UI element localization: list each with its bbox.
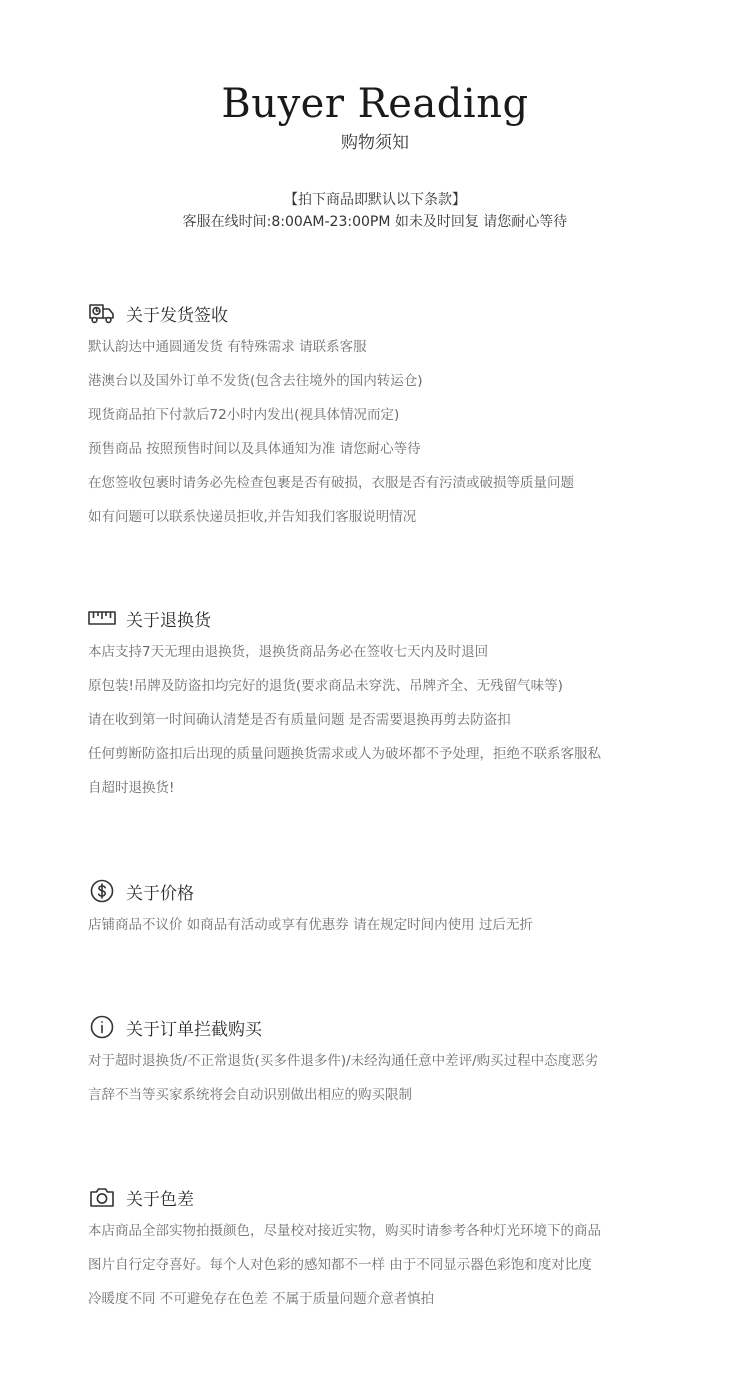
section-line: 如有问题可以联系快递员拒收,并告知我们客服说明情况 (88, 509, 417, 525)
section-line: 任何剪断防盗扣后出现的质量问题换货需求或人为破坏都不予处理，拒绝不联系客服私 (88, 746, 601, 762)
section-shipping (88, 298, 688, 534)
section-color-difference (88, 1182, 688, 1316)
section-header (88, 1012, 688, 1042)
section-title: 关于退换货 (126, 610, 211, 631)
dollar-icon (88, 877, 116, 905)
section-line: 言辞不当等买家系统将会自动识别做出相应的购买限制 (88, 1087, 412, 1103)
page-subtitle: 购物须知 (341, 133, 409, 153)
notice-service-hours: 客服在线时间:8:00AM-23:00PM 如未及时回复 请您耐心等待 (182, 214, 568, 230)
section-line: 请在收到第一时间确认清楚是否有质量问题 是否需要退换再剪去防盗扣 (88, 712, 511, 728)
camera-icon (88, 1183, 116, 1211)
section-price (88, 876, 688, 942)
page-title: Buyer Reading (221, 81, 529, 127)
section-header (88, 1182, 688, 1212)
section-line: 自超时退换货! (88, 780, 175, 796)
section-title: 关于色差 (126, 1189, 194, 1210)
section-returns (88, 603, 688, 805)
section-line: 本店支持7天无理由退换货，退换货商品务必在签收七天内及时退回 (88, 644, 489, 660)
ruler-icon (88, 604, 116, 632)
notice-terms: 【拍下商品即默认以下条款】 (284, 192, 466, 208)
section-order-blocking (88, 1012, 688, 1112)
section-line: 原包装!吊牌及防盗扣均完好的退货(要求商品未穿洗、吊牌齐全、无残留气味等) (88, 678, 563, 694)
section-header (88, 298, 688, 328)
section-header (88, 876, 688, 906)
section-header (88, 603, 688, 633)
section-line: 对于超时退换货/不正常退货(买多件退多件)/未经沟通任意中差评/购买过程中态度恶劣 (88, 1053, 599, 1069)
section-line: 在您签收包裹时请务必先检查包裹是否有破损，衣服是否有污渍或破损等质量问题 (88, 475, 574, 491)
section-line: 现货商品拍下付款后72小时内发出(视具体情况而定) (88, 407, 400, 423)
section-line: 图片自行定夺喜好。每个人对色彩的感知都不一样 由于不同显示器色彩饱和度对比度 (88, 1257, 592, 1273)
info-icon (88, 1013, 116, 1041)
section-title: 关于发货签收 (126, 305, 228, 326)
section-line: 本店商品全部实物拍摄颜色，尽量校对接近实物，购买时请参考各种灯光环境下的商品 (88, 1223, 601, 1239)
notice-block (0, 189, 750, 233)
section-line: 预售商品 按照预售时间以及具体通知为准 请您耐心等待 (88, 441, 421, 457)
section-line: 港澳台以及国外订单不发货(包含去往境外的国内转运仓) (88, 373, 423, 389)
section-line: 默认韵达中通圆通发货 有特殊需求 请联系客服 (88, 339, 367, 355)
section-title: 关于订单拦截购买 (126, 1019, 262, 1040)
delivery-truck-icon (88, 299, 116, 327)
section-title: 关于价格 (126, 883, 194, 904)
section-line: 冷暖度不同 不可避免存在色差 不属于质量问题介意者慎拍 (88, 1291, 435, 1307)
section-line: 店铺商品不议价 如商品有活动或享有优惠券 请在规定时间内使用 过后无折 (88, 917, 533, 933)
